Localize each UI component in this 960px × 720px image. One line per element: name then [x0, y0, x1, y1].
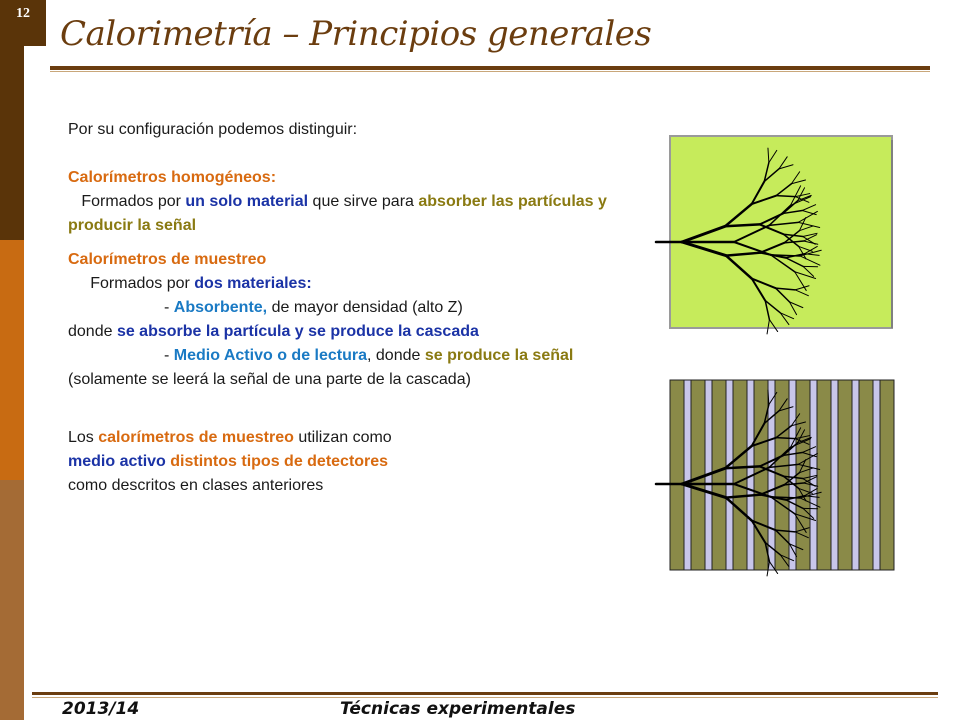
- active-text: , donde: [367, 347, 425, 364]
- sampling-cascade-line: [68, 320, 634, 344]
- homogeneous-text-1: Formados por: [81, 193, 186, 210]
- signal-em: se produce la señal: [424, 347, 574, 364]
- homogeneous-calorimeter-figure: [644, 132, 900, 336]
- absorber-plate: [817, 380, 831, 570]
- footer-course: Técnicas experimentales: [340, 699, 576, 719]
- sampling-absorber-line: [68, 296, 634, 320]
- cascade-em: se absorbe la partícula y se produce la cascada: [116, 323, 479, 340]
- footer-rule-thin: [32, 697, 938, 698]
- shower-track: [776, 438, 795, 439]
- absorber-plate: [796, 380, 810, 570]
- footer-year: 2013/14: [62, 699, 140, 719]
- sampling-line-1: [68, 272, 634, 296]
- slide-title: Calorimetría – Principios generales: [60, 14, 652, 54]
- closing-em-1: calorímetros de muestreo: [98, 429, 294, 446]
- homogeneous-em-2: absorber las partículas y producir la señal: [68, 193, 607, 234]
- title-underline: [50, 66, 930, 70]
- shower-track: [771, 255, 800, 256]
- intro-text: Por su configuración podemos distinguir:: [68, 121, 358, 138]
- active-rest: (solamente se leerá la señal de una parte de la cascada): [68, 371, 471, 388]
- closing-em-2: medio activo: [68, 453, 166, 470]
- homogeneous-block: [670, 136, 892, 328]
- footer-rule: [32, 692, 938, 695]
- absorber-term: Absorbente,: [173, 299, 268, 316]
- sidebar-band-middle: [0, 240, 24, 480]
- absorber-dash: -: [164, 299, 174, 316]
- active-dash: -: [164, 347, 174, 364]
- homogeneous-em-1: un solo material: [185, 193, 309, 210]
- slide-number: 12: [0, 0, 46, 46]
- shower-track: [771, 497, 800, 498]
- sampling-active-line: [68, 344, 634, 392]
- sampling-text-1: Formados por: [90, 275, 195, 292]
- absorber-plate: [838, 380, 852, 570]
- absorber-plate: [670, 380, 684, 570]
- closing-text-1: Los: [68, 429, 99, 446]
- absorber-plate: [859, 380, 873, 570]
- cascade-text: donde: [68, 323, 117, 340]
- homogeneous-heading: Calorímetros homogéneos:: [68, 169, 277, 186]
- absorber-plate: [712, 380, 726, 570]
- sampling-em-1: dos materiales:: [194, 275, 312, 292]
- closing-text-4: como descritos en clases anteriores: [68, 477, 324, 494]
- sampling-heading: Calorímetros de muestreo: [68, 251, 267, 268]
- closing-text-2: utilizan como: [293, 429, 392, 446]
- title-underline-thin: [50, 71, 930, 72]
- absorber-desc: de mayor densidad (alto Z): [267, 299, 463, 316]
- active-medium-term: Medio Activo o de lectura: [173, 347, 367, 364]
- active-layer: [684, 380, 691, 570]
- active-layer: [726, 380, 733, 570]
- active-layer: [852, 380, 859, 570]
- active-layer: [768, 380, 775, 570]
- absorber-plate: [754, 380, 768, 570]
- absorber-plate: [733, 380, 747, 570]
- homogeneous-description: [68, 190, 634, 238]
- slide-body: [68, 118, 634, 498]
- active-layer: [810, 380, 817, 570]
- homogeneous-text-2: que sirve para: [308, 193, 419, 210]
- active-layer: [789, 380, 796, 570]
- closing-em-3: distintos tipos de detectores: [170, 453, 389, 470]
- sampling-calorimeter-figure: [644, 372, 900, 580]
- active-layer: [831, 380, 838, 570]
- shower-track: [776, 196, 795, 197]
- closing-paragraph: [68, 426, 634, 498]
- absorber-plate: [880, 380, 894, 570]
- active-layer: [873, 380, 880, 570]
- sidebar-band-bottom: [0, 480, 24, 720]
